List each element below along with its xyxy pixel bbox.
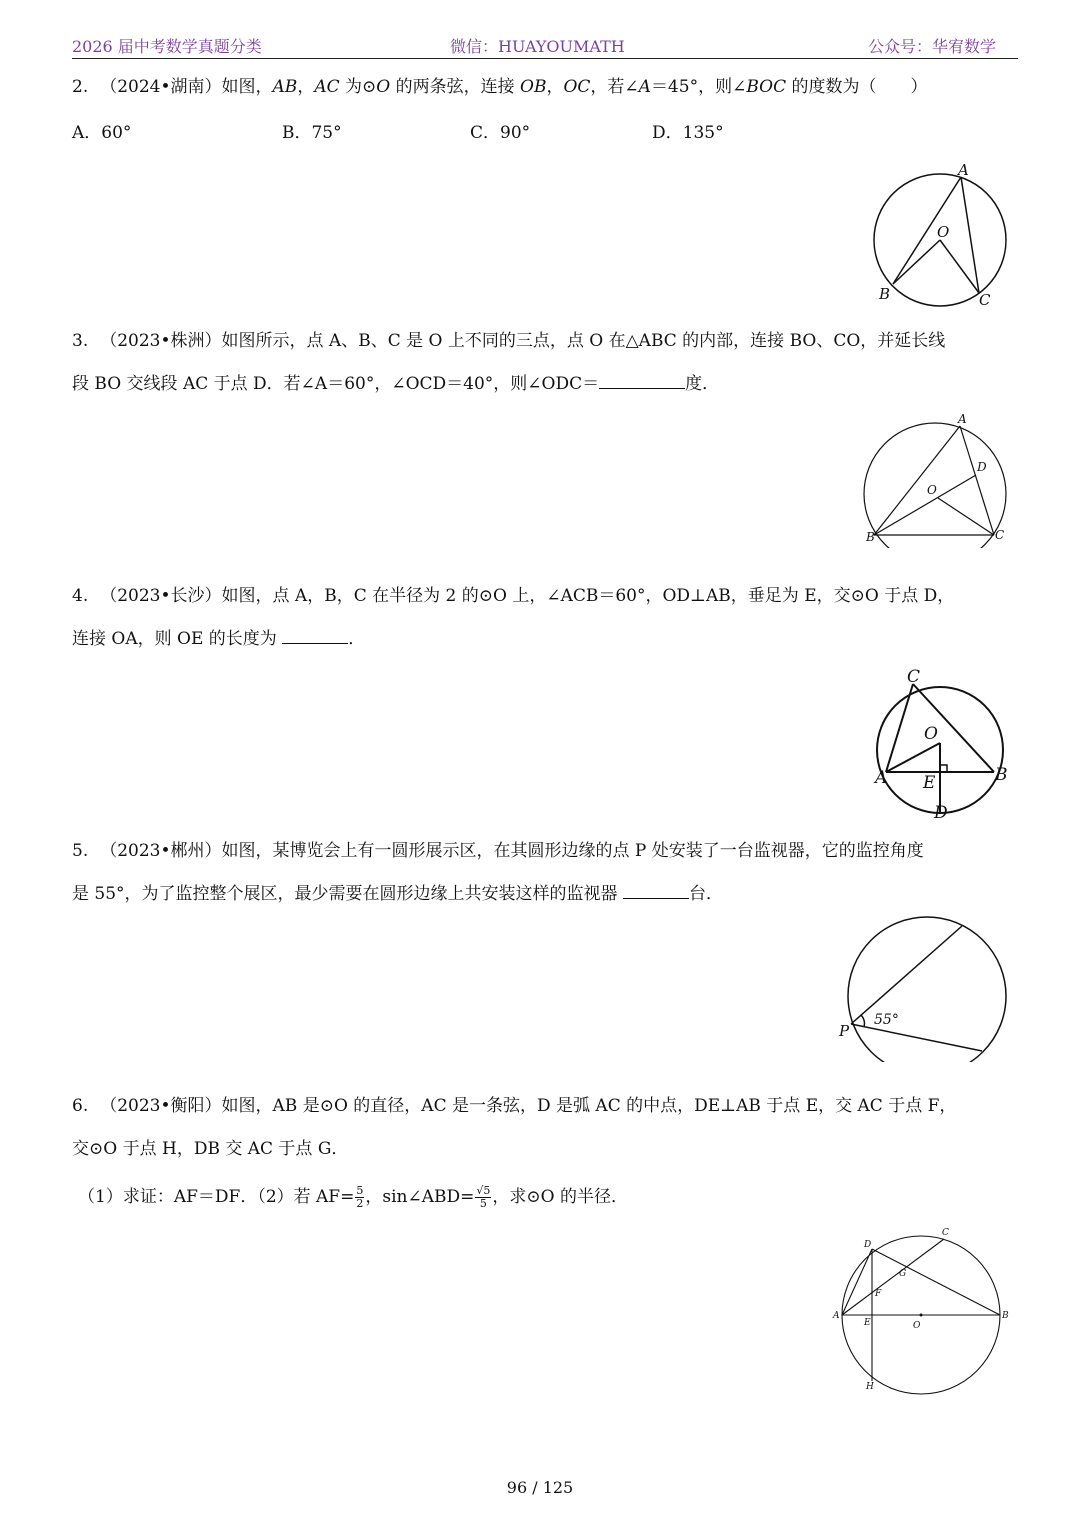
q2-text: O bbox=[376, 77, 391, 97]
segment-oc bbox=[938, 498, 994, 535]
label-o: O bbox=[927, 483, 937, 497]
fraction-numerator: 5 bbox=[356, 1184, 364, 1197]
segment-oc bbox=[940, 240, 979, 293]
label-o: O bbox=[913, 1321, 921, 1331]
q5-line-2: 是 55°，为了监控整个展区，最少需要在圆形边缘上共安装这样的监视器 bbox=[72, 884, 618, 904]
question-source: （2023•郴州） bbox=[100, 841, 222, 861]
question-number: 6. bbox=[72, 1096, 89, 1116]
q3-figure bbox=[858, 408, 1018, 548]
q2-text: 的两条弦，连接 bbox=[390, 77, 521, 97]
q2-text: 的度数为（ ） bbox=[786, 77, 928, 97]
q2-figure bbox=[860, 158, 1020, 313]
right-angle-mark bbox=[940, 765, 947, 772]
q6-part-text: ，求⊙O 的半径． bbox=[492, 1187, 628, 1207]
q2-text: ，若∠ bbox=[590, 77, 639, 97]
angle-label: 55° bbox=[874, 1012, 899, 1028]
segment-bd bbox=[874, 475, 976, 535]
q2-text: A bbox=[638, 77, 651, 97]
label-b: B bbox=[866, 530, 875, 544]
question-3-text bbox=[72, 330, 1022, 352]
monitor-ray-upper bbox=[851, 926, 962, 1024]
q2-text: AB bbox=[272, 77, 298, 97]
label-b: B bbox=[995, 765, 1008, 785]
q2-text: AC bbox=[314, 77, 340, 97]
question-6-line-2: 交⊙O 于点 H，DB 交 AC 于点 G． bbox=[72, 1139, 349, 1159]
label-e: E bbox=[864, 1318, 871, 1328]
chord-ac bbox=[842, 1239, 944, 1315]
label-a: A bbox=[958, 161, 969, 179]
q3-line-2: 段 BO 交线段 AC 于点 D．若∠A＝60°，∠OCD＝40°，则∠ODC＝ bbox=[72, 374, 600, 394]
q5-unit: 台． bbox=[688, 884, 723, 904]
fraction-denominator: 5 bbox=[479, 1197, 487, 1210]
label-o: O bbox=[924, 724, 938, 744]
question-source: （2023•株洲） bbox=[100, 331, 222, 351]
side-ac bbox=[960, 426, 994, 535]
option-c: C．90° bbox=[470, 123, 531, 143]
label-g: G bbox=[899, 1269, 907, 1279]
label-a: A bbox=[875, 768, 888, 788]
label-c: C bbox=[907, 667, 921, 687]
question-2-text bbox=[72, 76, 1022, 98]
monitor-ray-lower bbox=[851, 1024, 982, 1051]
q2-text: 为⊙ bbox=[339, 77, 377, 97]
label-c: C bbox=[995, 528, 1005, 542]
label-o: O bbox=[937, 223, 950, 241]
question-4-line-2 bbox=[72, 628, 1022, 650]
segment-db bbox=[872, 1249, 1000, 1315]
q2-text: 如图， bbox=[221, 77, 273, 97]
question-6-text bbox=[72, 1095, 1022, 1117]
label-h: H bbox=[866, 1382, 874, 1392]
option-a: A．60° bbox=[72, 123, 132, 143]
page-number: 96 / 125 bbox=[506, 1478, 574, 1497]
question-source: （2024•湖南） bbox=[100, 77, 222, 97]
option-d: D．135° bbox=[652, 123, 724, 143]
question-number: 3. bbox=[72, 331, 89, 351]
question-5-line-2 bbox=[72, 883, 1022, 905]
q3-line-1: 如图所示，点 A、B、C 是 O 上不同的三点，点 O 在△ABC 的内部，连接 BO、CO，并延长线 bbox=[221, 331, 946, 351]
segment-ad bbox=[842, 1249, 872, 1315]
angle-arc bbox=[861, 1015, 864, 1027]
chord-ab bbox=[893, 177, 961, 284]
answer-blank[interactable] bbox=[282, 629, 348, 644]
option-b: B．75° bbox=[282, 123, 342, 143]
header-wechat: 微信：HUAYOUMATH bbox=[450, 37, 625, 56]
q2-text: ＝45°，则∠ bbox=[650, 77, 747, 97]
q2-text: OC bbox=[563, 77, 591, 97]
label-d: D bbox=[934, 803, 948, 822]
label-b: B bbox=[879, 285, 891, 303]
fraction-numerator: √5 bbox=[476, 1184, 491, 1197]
label-a: A bbox=[958, 412, 967, 426]
q6-part-text: ，sin∠ABD= bbox=[365, 1187, 475, 1207]
answer-blank[interactable] bbox=[599, 374, 685, 389]
q4-line-2: 连接 OA，则 OE 的长度为 bbox=[72, 629, 277, 649]
label-d: D bbox=[977, 460, 987, 474]
q3-unit: 度． bbox=[685, 374, 720, 394]
q6-line-1: 如图，AB 是⊙O 的直径，AC 是一条弦，D 是弧 AC 的中点，DE⊥AB 于点 E，交 AC 于点 F， bbox=[221, 1096, 957, 1116]
label-e: E bbox=[923, 773, 936, 793]
question-source: （2023•衡阳） bbox=[100, 1096, 222, 1116]
label-c: C bbox=[979, 291, 991, 309]
question-6-subparts bbox=[78, 1185, 1028, 1210]
page-header bbox=[72, 34, 1018, 59]
header-public-account: 公众号：华宥数学 bbox=[867, 37, 996, 56]
label-f: F bbox=[875, 1289, 882, 1299]
label-b: B bbox=[1002, 1311, 1009, 1321]
question-3-line-2 bbox=[72, 373, 1022, 395]
q2-text: ， bbox=[546, 77, 564, 97]
label-a: A bbox=[833, 1311, 840, 1321]
question-number: 4. bbox=[72, 586, 89, 606]
q5-line-1: 如图，某博览会上有一圆形展示区，在其圆形边缘的点 P 处安装了一台监视器，它的监控角度 bbox=[221, 841, 924, 861]
chord-ac bbox=[961, 177, 979, 293]
q5-figure bbox=[834, 912, 1014, 1062]
q6-part-text: （1）求证：AF＝DF．（2）若 AF= bbox=[78, 1187, 355, 1207]
fraction-root5-over-5 bbox=[475, 1185, 491, 1210]
q2-text: OB bbox=[520, 77, 547, 97]
fraction-5-over-2 bbox=[355, 1185, 364, 1210]
question-4-text bbox=[72, 585, 1022, 607]
label-d: D bbox=[864, 1240, 872, 1250]
label-p: P bbox=[839, 1022, 850, 1040]
header-series-title: 2026 届中考数学真题分类 bbox=[72, 37, 262, 56]
question-number: 5. bbox=[72, 841, 89, 861]
q2-text: BOC bbox=[746, 77, 787, 97]
q4-end: ． bbox=[348, 629, 366, 649]
question-number: 2. bbox=[72, 77, 89, 97]
fraction-denominator: 2 bbox=[356, 1197, 364, 1210]
question-5-text bbox=[72, 840, 1022, 862]
center-point bbox=[920, 1314, 923, 1317]
answer-blank[interactable] bbox=[623, 884, 689, 899]
q2-text: ， bbox=[297, 77, 315, 97]
q6-figure bbox=[828, 1222, 1018, 1397]
label-c: C bbox=[942, 1228, 949, 1238]
question-source: （2023•长沙） bbox=[100, 586, 222, 606]
q4-line-1: 如图，点 A，B，C 在半径为 2 的⊙O 上，∠ACB＝60°，OD⊥AB，垂足为 E，交⊙O 于点 D， bbox=[221, 586, 955, 606]
q4-figure bbox=[866, 662, 1026, 822]
